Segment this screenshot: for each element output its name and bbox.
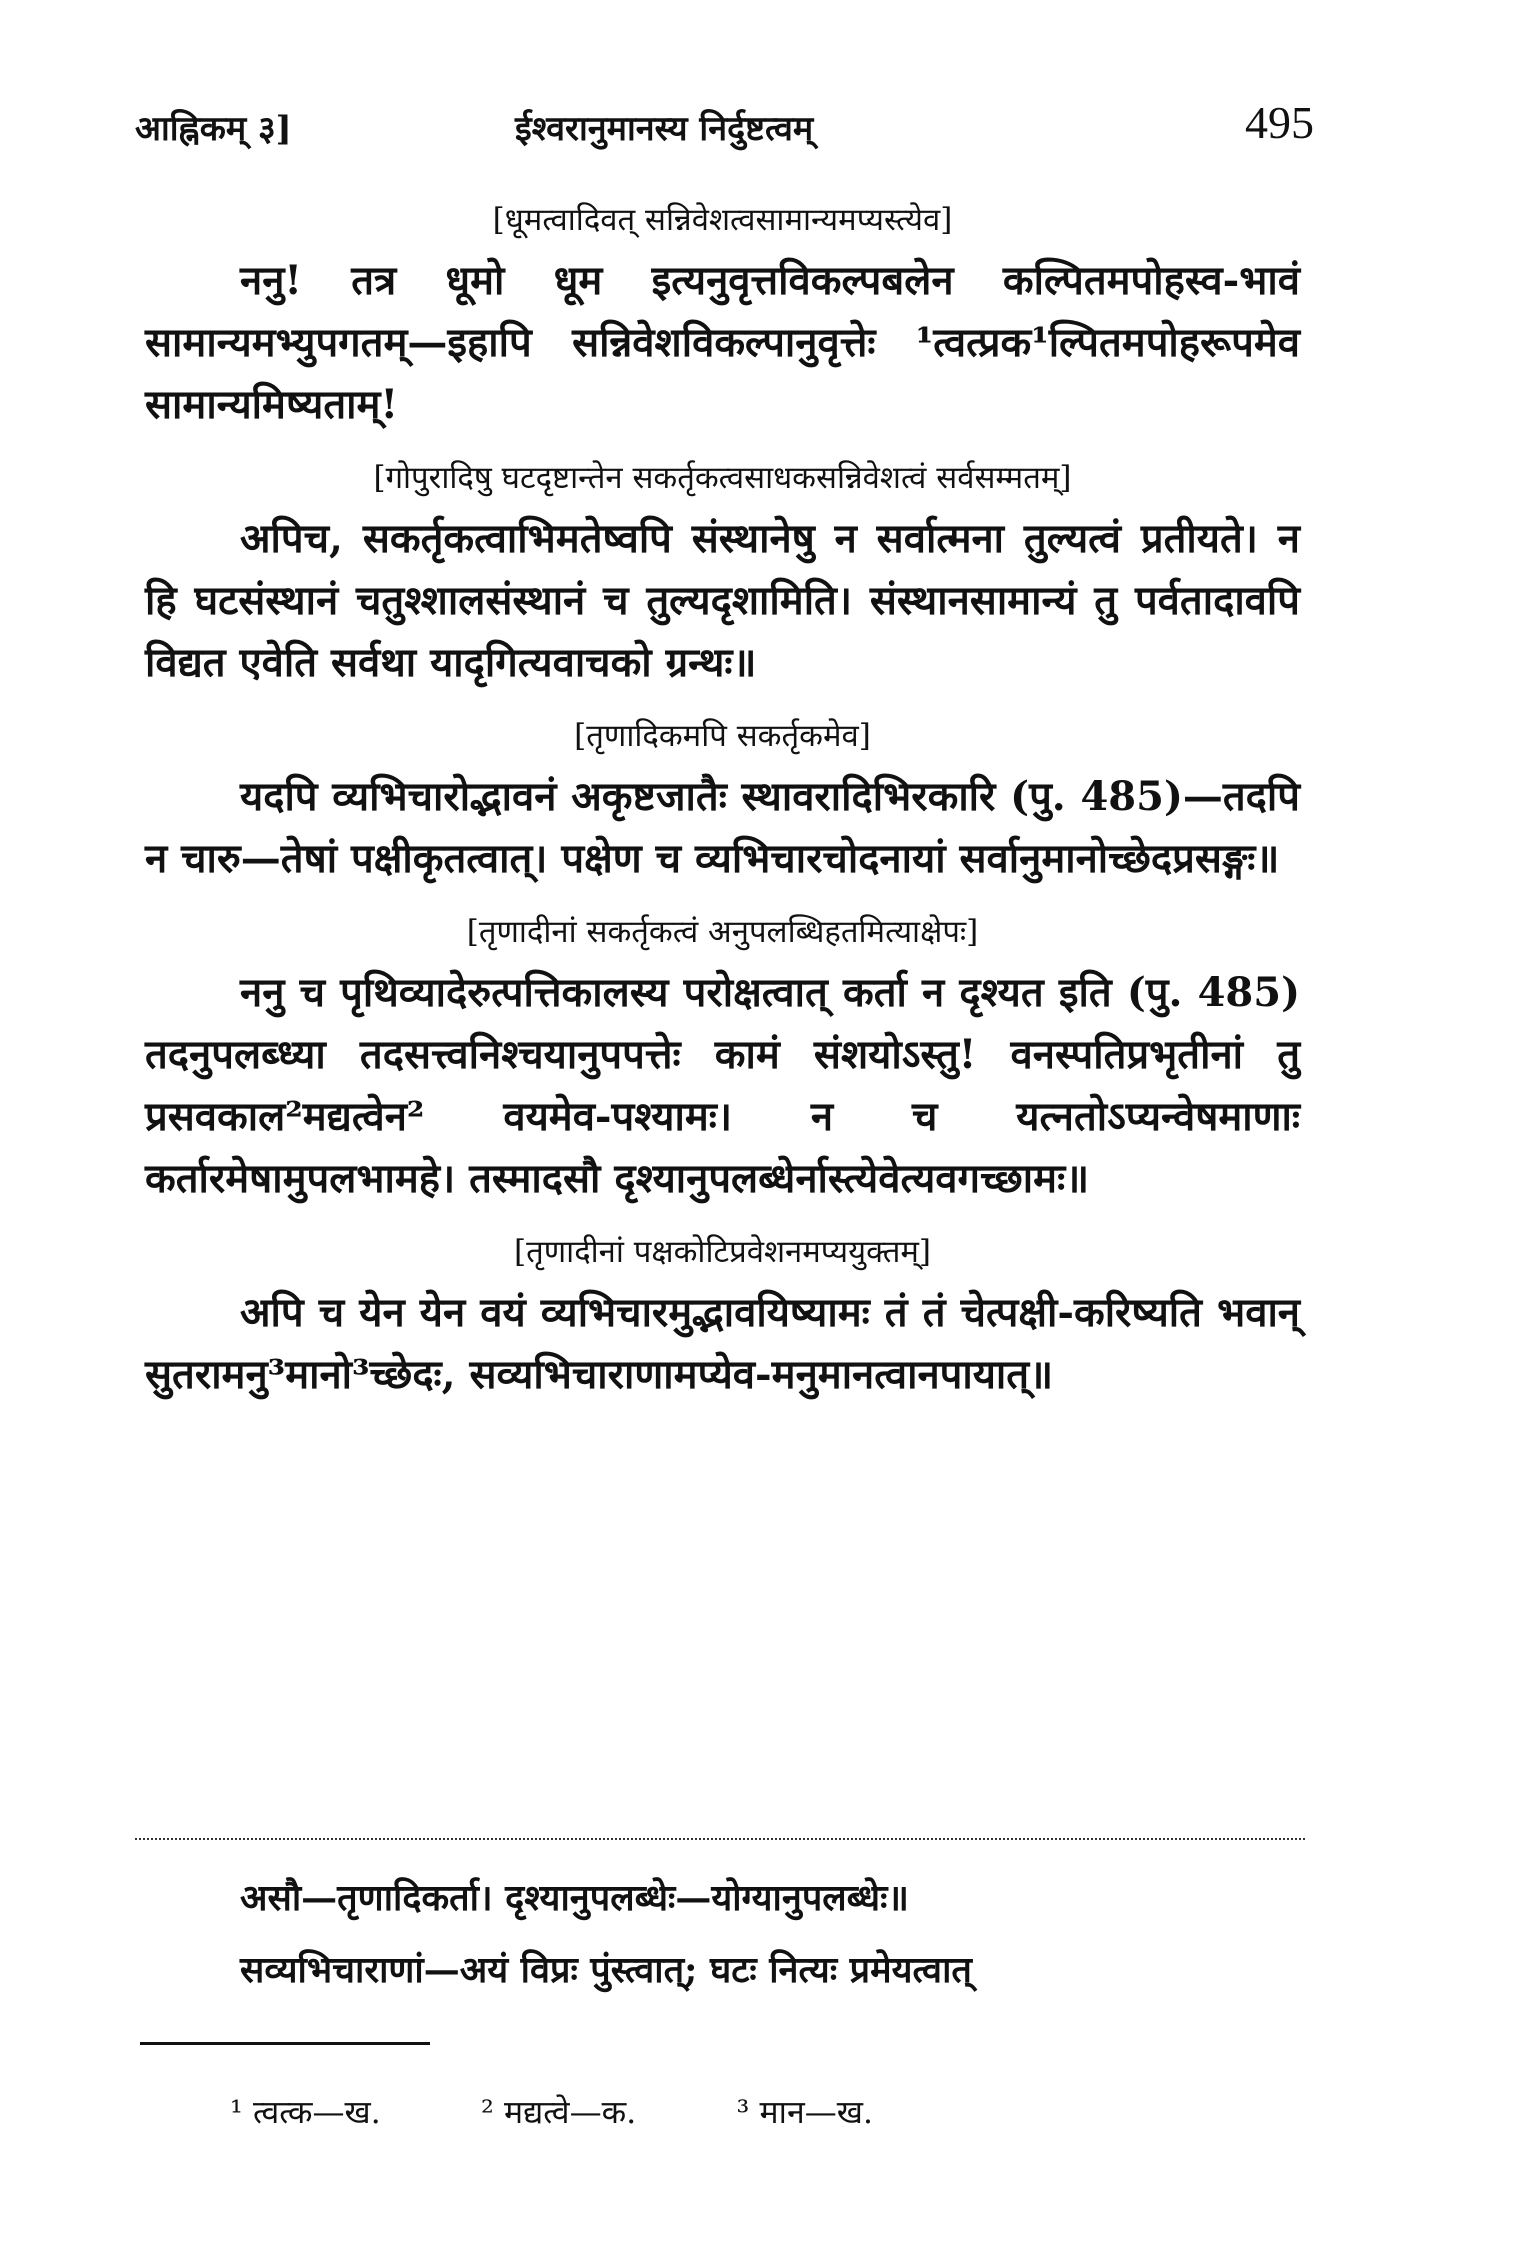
header-title: ईश्वरानुमानस्य निर्दुष्टत्वम् xyxy=(515,109,814,149)
section-heading: [तृणादीनां सकर्तृकत्वं अनुपलब्धिहतमित्याक्षेपः] xyxy=(466,914,979,950)
dotted-divider xyxy=(135,1838,1305,1840)
section-paragraph: यदपि व्यभिचारोद्भावनं अकृष्टजातैः स्थावरादिभिरकारि (पु. 485)—तदपि न चारु—तेषां पक्षीकृतत्वात्। पक्षेण च व्यभिचारचोदनायां सर्वानुमानोच्छेदप्रसङ्गः॥ xyxy=(145,773,1300,882)
section-heading: [तृणादीनां पक्षकोटिप्रवेशनमप्ययुक्तम्] xyxy=(513,1234,931,1270)
footnote-2: ² मद्यत्वे—क. xyxy=(481,2093,637,2131)
commentary-line: असौ—तृणादिकर्ता। दृश्यानुपलब्धेः—योग्यानुपलब्धेः॥ xyxy=(240,1877,909,1919)
section-heading: [गोपुरादिषु घटदृष्टान्तेन सकर्तृकत्वसाधकसन्निवेशत्वं सर्वसम्मतम्] xyxy=(373,460,1072,496)
main-text xyxy=(145,190,1300,1418)
commentary-notes xyxy=(145,1862,1300,2006)
footnote-rule xyxy=(140,2042,430,2045)
footnote-3: ³ मान—ख. xyxy=(736,2093,874,2131)
footnotes xyxy=(230,2090,963,2133)
section-heading: [तृणादिकमपि सकर्तृकमेव] xyxy=(574,718,871,754)
running-header xyxy=(135,96,1314,156)
header-left: आह्निकम् ३] xyxy=(135,109,292,149)
section-paragraph: अपिच, सकर्तृकत्वाभिमतेष्वपि संस्थानेषु न सर्वात्मना तुल्यत्वं प्रतीयते। न हि घटसंस्थानं चतुश्शालसंस्थानं च तुल्यदृशामिति। संस्थानसामान्यं तु पर्वतादावपि विद्यत एवेति सर्वथा यादृगित्यवाचको ग्रन्थः॥ xyxy=(145,515,1300,686)
section-paragraph: ननु! तत्र धूमो धूम इत्यनुवृत्तविकल्पबलेन कल्पितमपोहस्व-भावं सामान्यमभ्युपगतम्—इहापि सन्निवेशविकल्पानुवृत्तेः ¹त्वत्प्रक¹ल्पितमपोहरूपमेव सामान्यमिष्यताम्! xyxy=(145,257,1300,428)
section-paragraph: ननु च पृथिव्यादेरुत्पत्तिकालस्य परोक्षत्वात् कर्ता न दृश्यत इति (पु. 485) तदनुपलब्ध्या तदसत्त्वनिश्चयानुपपत्तेः कामं संशयोऽस्तु! वनस्पतिप्रभृतीनां तु प्रसवकाल²मद्यत्वेन² वयमेव-पश्यामः। न च यत्नतोऽप्यन्वेषमाणाः कर्तारमेषामुपलभामहे। तस्मादसौ दृश्यानुपलब्धेर्नास्त्येवेत्यवगच्छामः॥ xyxy=(145,969,1300,1202)
section-paragraph: अपि च येन येन वयं व्यभिचारमुद्भावयिष्यामः तं तं चेत्पक्षी-करिष्यति भवान् सुतरामनु³मानो³च्छेदः, सव्यभिचाराणामप्येव-मनुमानत्वानपायात्॥ xyxy=(145,1289,1300,1398)
page-number: 495 xyxy=(1245,97,1314,148)
footnote-1: ¹ त्वत्क—ख. xyxy=(230,2093,381,2131)
commentary-line: सव्यभिचाराणां—अयं विप्रः पुंस्त्वात्; घटः नित्यः प्रमेयत्वात् xyxy=(240,1949,972,1991)
section-heading: [धूमत्वादिवत् सन्निवेशत्वसामान्यमप्यस्त्येव] xyxy=(492,202,953,238)
